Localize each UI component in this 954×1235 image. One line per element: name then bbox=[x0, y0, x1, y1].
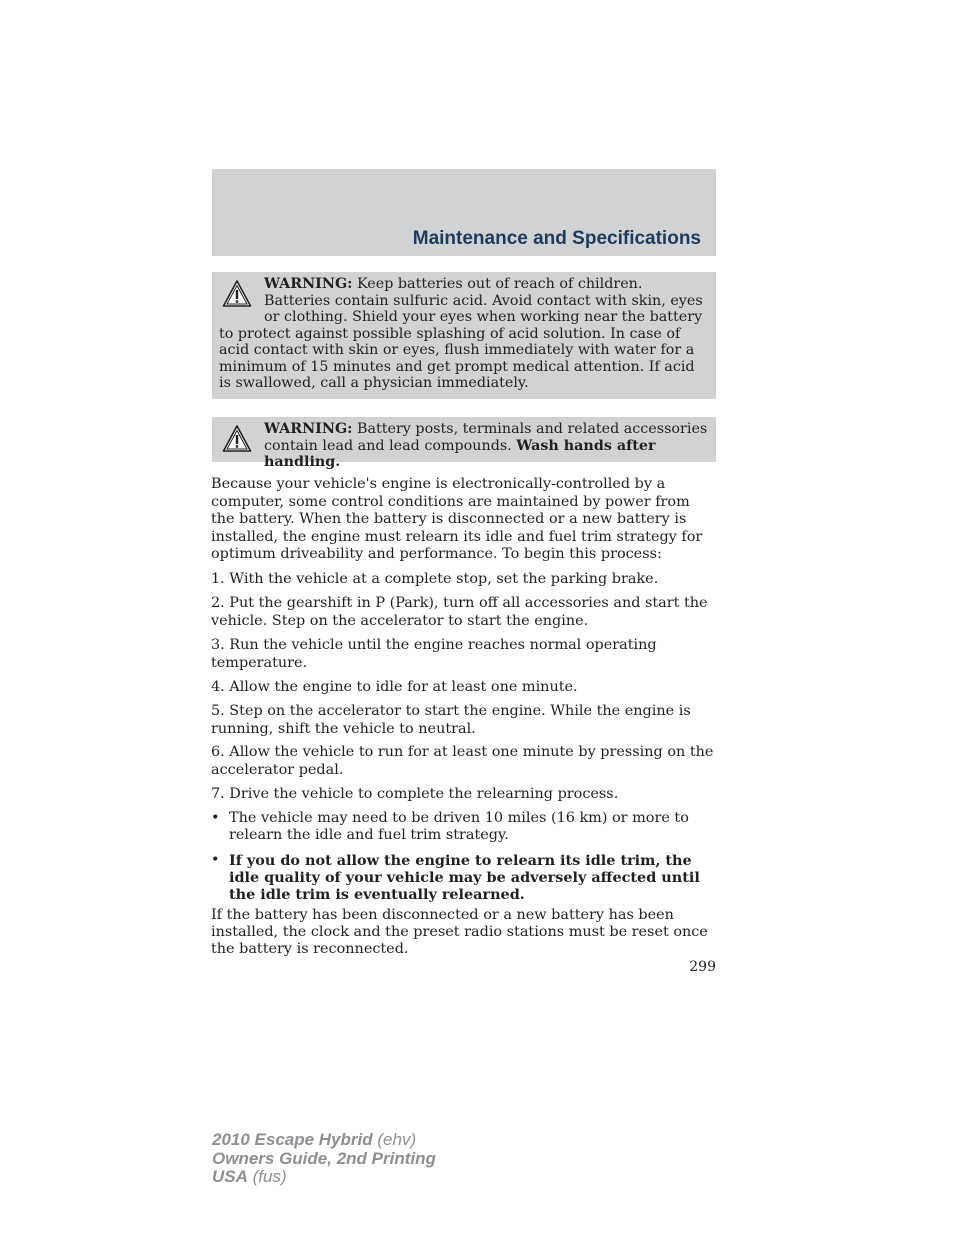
bullet-dot: • bbox=[211, 852, 220, 868]
warning-text: Keep batteries out of reach of children. Batteries contain sulfuric acid. Avoid contact with skin, eyes or clothing. Shield your eyes when working near the battery to protect against possible splashing of acid solution. In case of acid contact with skin or eyes, flush immediately with water for a minimum of 15 minutes and get prompt medical attention. If acid is swallowed, call a physician immediately. bbox=[219, 276, 703, 391]
warning-label: WARNING: bbox=[264, 421, 353, 437]
section-title: Maintenance and Specifications bbox=[412, 228, 701, 249]
step-7: 7. Drive the vehicle to complete the relearning process. bbox=[211, 786, 619, 802]
footer-market-code: (fus) bbox=[247, 1167, 287, 1186]
step-4: 4. Allow the engine to idle for at least one minute. bbox=[211, 679, 578, 695]
page-number: 299 bbox=[689, 959, 716, 975]
bullet-item bbox=[211, 810, 717, 844]
warning-label: WARNING: bbox=[264, 276, 353, 292]
warning-triangle-icon bbox=[222, 424, 252, 454]
intro-paragraph: Because your vehicle's engine is electronically-controlled by a computer, some control conditions are maintained by power from the battery. When the battery is disconnected or a new battery is installed, the engine must relearn its idle and fuel trim strategy for optimum driveability and performance. To begin this process: bbox=[211, 476, 703, 562]
step-1: 1. With the vehicle at a complete stop, set the parking brake. bbox=[211, 571, 659, 587]
document-footer bbox=[212, 1131, 436, 1187]
bullet-item-bold bbox=[211, 852, 717, 903]
warning-box-lead bbox=[212, 417, 716, 470]
step-5: 5. Step on the accelerator to start the engine. While the engine is running, shift the vehicle to neutral. bbox=[211, 703, 691, 737]
step-3: 3. Run the vehicle until the engine reaches normal operating temperature. bbox=[211, 637, 657, 671]
bullet-dot: • bbox=[211, 810, 220, 826]
footer-model-code: (ehv) bbox=[372, 1130, 417, 1149]
footer-market: USA bbox=[212, 1167, 248, 1186]
footer-guide: Owners Guide, 2nd Printing bbox=[212, 1148, 436, 1168]
warning-triangle-icon bbox=[222, 279, 252, 309]
footer-model: 2010 Escape Hybrid bbox=[212, 1130, 373, 1149]
warning-text: Battery posts, terminals and related accessories contain lead and lead compounds. bbox=[264, 421, 708, 454]
closing-paragraph: If the battery has been disconnected or a new battery has been installed, the clock and the preset radio stations must be reset once the battery is reconnected. bbox=[211, 907, 708, 957]
section-header bbox=[212, 169, 716, 256]
bullet-text-bold: If you do not allow the engine to relearn its idle trim, the idle quality of your vehicle may be adversely affected until the idle trim is eventually relearned. bbox=[229, 852, 700, 903]
step-6: 6. Allow the vehicle to run for at least one minute by pressing on the accelerator pedal. bbox=[211, 744, 714, 778]
warning-emphasis: Wash hands after handling. bbox=[264, 437, 656, 470]
warning-box-batteries bbox=[212, 272, 716, 399]
step-2: 2. Put the gearshift in P (Park), turn off all accessories and start the vehicle. Step on the accelerator to start the engine. bbox=[211, 595, 708, 629]
bullet-text: The vehicle may need to be driven 10 miles (16 km) or more to relearn the idle and fuel trim strategy. bbox=[229, 810, 689, 843]
